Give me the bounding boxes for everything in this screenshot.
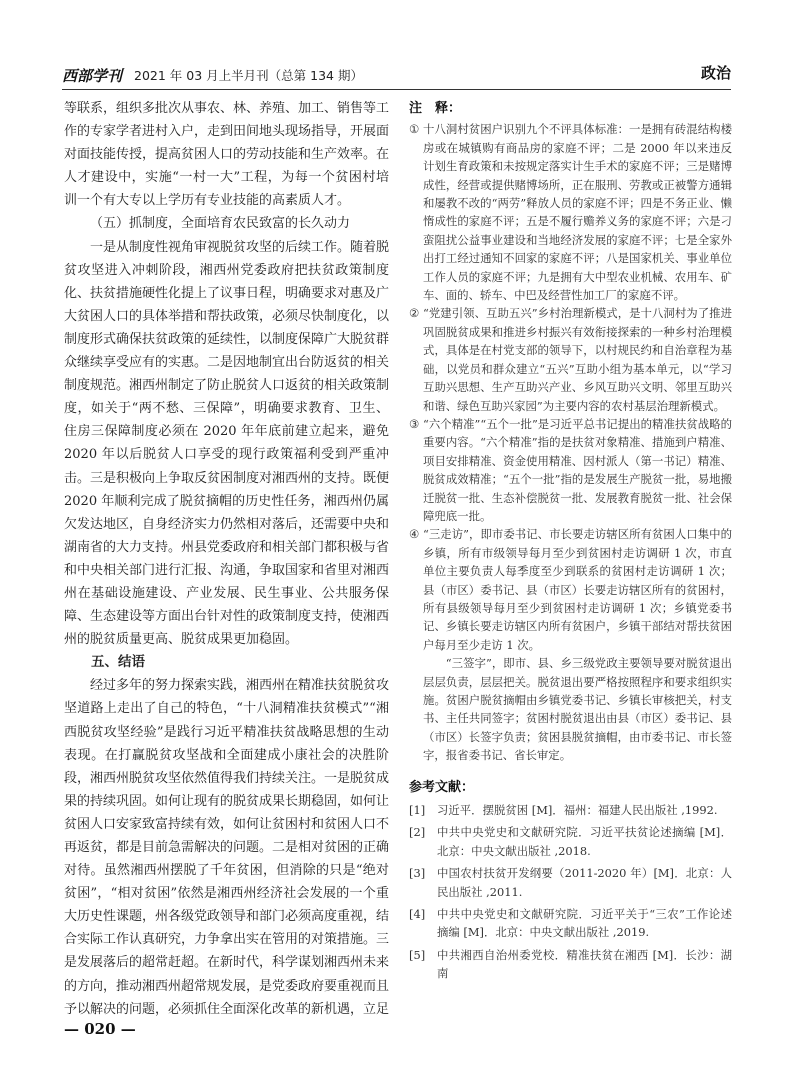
note-number: ③: [409, 416, 420, 431]
reference-item: [409, 864, 732, 901]
journal-logo: 西部学刊: [62, 67, 123, 85]
note-number: ④: [409, 527, 420, 542]
note-extra: “三签字”，即市、县、乡三级党政主要领导要对脱贫退出层层负责，层层把关。脱贫退出要严格按照程序和要求组织实施。贫困户脱贫摘帽由乡镇党委书记、乡镇长审核把关，村支书、主任共同签字；贫困村脱贫退出由县（市区）委书记、县（市区）长签字负责；贫困县脱贫摘帽，由市委书记、市长签字，报省委书记、省长审定。: [423, 656, 732, 763]
note-number: ②: [409, 306, 420, 321]
reference-number: [4]: [409, 907, 426, 922]
right-column: [409, 100, 732, 1060]
reference-item: [409, 905, 732, 942]
note-text: “六个精准”“五个一批”是习近平总书记提出的精准扶贫战略的重要内容。“六个精准”指的是扶贫对象精准、措施到户精准、项目安排精准、资金使用精准、因村派人（第一书记）精准、脱贫成效精准；“五个一批”指的是发展生产脱贫一批，易地搬迁脱贫一批、生态补偿脱贫一批、发展教育脱贫一批、社会保障兜底一批。: [423, 416, 732, 523]
reference-item: [409, 823, 732, 860]
notes-title: 注 释：: [409, 101, 462, 116]
references-title: 参考文献：: [409, 779, 475, 795]
paragraph-institution: 一是从制度性视角审视脱贫攻坚的后续工作。随着脱贫攻坚进入冲刺阶段，湘西州党委政府把扶贫政策制度化、扶贫措施硬性化提上了议事日程，明确要求对惠及广大贫困人口的具体举措和帮扶政策，必须尽快制度化，以制度形式确保扶贫政策的延续性，以制度保障广大脱贫群众继续享受应有的实惠。二是因地制宜出台防返贫的相关制度规范。湘西州制定了防止脱贫人口返贫的相关政策制度，如关于“两不愁、三保障”，明确要求教育、卫生、住房三保障制度必须在 2020 年年底前建立起来，避免 2020 年以后脱贫人口享受的现行政策福利受到严重冲击。三是积极向上争取反贫困制度对湘西州的支持。既便 2020 年顺利完成了脱贫摘帽的历史性任务，湘西州仍属欠发达地区，自身经济实力仍然相对落后，还需要中央和湖南省的大力支持。州县党委政府和相关部门都积极与省和中央相关部门进行汇报、沟通，争取国家和省里对湘西州在基础设施建设、产业发展、民生事业、公共服务保障、生态建设等方面出台针对性的政策制度支持，使湘西州的脱贫质量更高、脱贫成果更加稳固。: [64, 239, 389, 648]
reference-number: [1]: [409, 803, 426, 818]
left-column: [64, 97, 389, 1017]
reference-item: [409, 801, 732, 819]
reference-text: 中共中央党史和文献研究院．习近平扶贫论述摘编 [M]．北京：中央文献出版社 ,2018.: [437, 825, 732, 858]
page-number: — 020 —: [64, 1020, 136, 1038]
note-text: “三走访”，即市委书记、市长要走访辖区所有贫困人口集中的乡镇，所有市级领导每月至少到贫困村走访调研 1 次，市直单位主要负责人每季度至少到联系的贫困村走访调研 1 次；县（市区）委书记、县（市区）长要走访辖区所有的贫困村，所有县级领导每月至少到贫困村走访调研 1 次；乡镇党委书记、乡镇长要走访辖区内所有贫困户，乡镇干部结对帮扶贫困户每月至少走访 1 次。: [423, 527, 732, 652]
reference-item: [409, 946, 732, 983]
subheading-institution: （五）抓制度，全面培育农民致富的长久动力: [90, 216, 351, 232]
reference-text: 中共中央党史和文献研究院．习近平关于“三农”工作论述摘编 [M]．北京：中央文献出版社 ,2019.: [437, 907, 732, 940]
reference-number: [2]: [409, 825, 426, 840]
header-rule: [62, 89, 731, 90]
note-text: 十八洞村贫困户识别九个不评具体标准：一是拥有砖混结构楼房或在城镇购有商品房的家庭不评；二是 2000 年以来违反计划生育政策和未按规定落实计生手术的家庭不评；三是赌博成性，经营或提供赌博场所，正在服刑、劳教或正被警方通辑和屡教不改的“两劳”释放人员的家庭不评；四是不务正业、懒惰成性的家庭不评；五是不履行赡养义务的家庭不评；六是刁蛮阻扰公益事业建设和当地经济发展的家庭不评；七是全家外出打工经过通知不回家的家庭不评；八是国家机关、事业单位工作人员的家庭不评；九是拥有大中型农业机械、农用车、矿车、面的、轿车、中巴及经营性加工厂的家庭不评。: [423, 122, 732, 303]
reference-number: [5]: [409, 947, 426, 962]
reference-text: 习近平．摆脱贫困 [M]．福州：福建人民出版社 ,1992.: [437, 803, 718, 818]
page-header: [62, 56, 731, 88]
heading-conclusion: 五、结语: [91, 654, 145, 671]
paragraph-conclusion: 经过多年的努力探索实践，湘西州在精准扶贫脱贫攻坚道路上走出了自己的特色，“十八洞精准扶贫模式”“湘西脱贫攻坚经验”是践行习近平精准扶贫战略思想的生动表现。在打赢脱贫攻坚战和全面建成小康社会的决胜阶段，湘西州脱贫攻坚依然值得我们持续关注。一是脱贫成果的持续巩固。如何让现有的脱贫成果长期稳固，如何让贫困人口安家致富持续有效，如何让贫困村和贫困人口不再返贫，都是目前急需解决的问题。二是相对贫困的正确对待。虽然湘西州摆脱了千年贫困，但消除的只是“绝对贫困”，“相对贫困”依然是湘西州经济社会发展的一个重大历史性课题，州各级党政领导和部门必须高度重视，结合实际工作认真研究，力争拿出实在管用的对策措施。三是发展落后的超常赶超。在新时代，科学谋划湘西州未来的方向，推动湘西州超常规发展，是党委政府要重视而且予以解决的问题，必须抓住全面深化改革的新机遇，立足: [64, 678, 389, 1017]
reference-text: 中国农村扶贫开发纲要（2011-2020 年）[M]．北京：人民出版社 ,2011.: [437, 866, 732, 899]
note-number: ①: [409, 122, 420, 137]
note-item: [409, 525, 732, 654]
reference-text: 中共湘西自治州委党校．精准扶贫在湘西 [M]．长沙：湖南: [437, 947, 732, 981]
note-item: [409, 304, 732, 414]
note-item: [409, 120, 732, 304]
section-label: 政治: [700, 64, 731, 82]
note-text: “党建引领、互助五兴”乡村治理新模式，是十八洞村为了推进巩固脱贫成果和推进乡村振兴有效衔接探索的一种乡村治理模式，具体是在村党支部的领导下，以村规民约和自治章程为基础，以党员和群众建立“五兴”互助小组为基本单元，以“学习互助兴思想、生产互助兴产业、乡风互助兴文明、邻里互助兴和谐、绿色互助兴家园”为主要内容的农村基层治理新模式。: [423, 306, 732, 413]
issue-info: 2021 年 03 月上半月刊（总第 134 期）: [134, 68, 363, 83]
note-item: [409, 415, 732, 525]
paragraph-talent: 等联系，组织多批次从事农、林、养殖、加工、销售等工作的专家学者进村入户，走到田间地头现场指导，开展面对面技能传授，提高贫困人口的劳动技能和生产效率。在人才建设中，实施“一村一大”工程，为每一个贫困村培训一个有大专以上学历有专业技能的高素质人才。: [64, 101, 389, 209]
reference-number: [3]: [409, 866, 426, 881]
